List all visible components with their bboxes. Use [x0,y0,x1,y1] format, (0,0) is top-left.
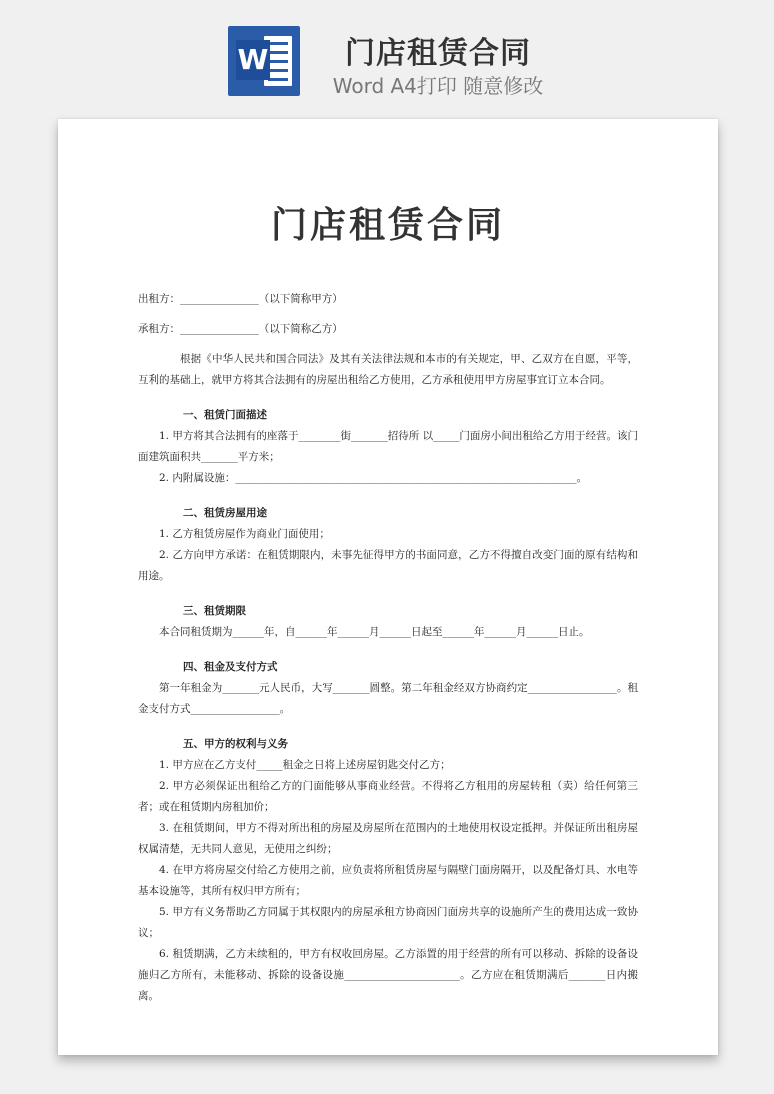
section-2-heading: 二、租赁房屋用途 [183,507,267,519]
section-3-heading: 三、租赁期限 [183,605,246,617]
section-5-para-2: 2. 甲方必须保证出租给乙方的门面能够从事商业经营。不得将乙方租用的房屋转租（卖）给任何第三者；或在租赁期内房租加价； [138,780,638,813]
lessor-line: 出租方：_______________（以下简称甲方） [138,293,343,305]
section-1-heading: 一、租赁门面描述 [183,409,267,421]
section-5-para-6: 6. 租赁期满，乙方未续租的，甲方有权收回房屋。乙方添置的用于经营的所有可以移动、拆除的设备设施归乙方所有，未能移动、拆除的设备设施______________________。乙方应在租赁期满后_______日内搬离。 [138,948,638,1002]
section-5-heading: 五、甲方的权利与义务 [183,738,288,750]
section-4-para-1: 第一年租金为_______元人民币，大写_______圆整。第二年租金经双方协商约定_________________。租金支付方式_________________。 [138,682,638,715]
section-2-para-1: 1. 乙方租赁房屋作为商业门面使用； [159,528,330,540]
banner-title: 门店租赁合同 [345,36,531,71]
document-page [58,119,718,1055]
lessee-line: 承租方：_______________（以下简称乙方） [138,323,343,335]
intro-paragraph: 根据《中华人民共和国合同法》及其有关法律法规和本市的有关规定，甲、乙双方在自愿，平等，互利的基础上，就甲方将其合法拥有的房屋出租给乙方使用，乙方承租使用甲方房屋事宜订立本合同。 [138,353,638,386]
section-2-para-2: 2. 乙方向甲方承诺：在租赁期限内，未事先征得甲方的书面同意，乙方不得擅自改变门面的原有结构和用途。 [138,549,638,582]
section-1-para-1: 1. 甲方将其合法拥有的座落于________街_______招待所 以_____门面房小间出租给乙方用于经营。该门面建筑面积共_______平方米； [138,430,638,463]
word-icon [228,26,300,96]
section-5-para-1: 1. 甲方应在乙方支付_____租金之日将上述房屋钥匙交付乙方； [159,759,451,771]
document-title: 门店租赁合同 [270,205,505,246]
section-1-para-2: 2. 内附属设施：_________________________________________________________________。 [159,472,588,484]
banner-subtitle: Word A4打印 随意修改 [332,74,544,98]
word-letter: W [236,40,270,80]
document-body [138,289,638,1007]
section-4-heading: 四、租金及支付方式 [183,661,278,673]
section-5-para-4: 4. 在甲方将房屋交付给乙方使用之前，应负责将所租赁房屋与隔壁门面房隔开，以及配备灯具、水电等基本设施等，其所有权归甲方所有； [138,864,638,897]
section-5-para-3: 3. 在租赁期间，甲方不得对所出租的房屋及房屋所在范围内的土地使用权设定抵押。并保证所出租房屋权属清楚，无共同人意见，无使用之纠纷； [138,822,638,855]
section-3-para-1: 本合同租赁期为______年，自______年______月______日起至______年______月______日止。 [159,626,590,638]
section-5-para-5: 5. 甲方有义务帮助乙方同属于其权限内的房屋承租方协商因门面房共享的设施所产生的费用达成一致协议； [138,906,638,939]
banner [0,0,774,112]
